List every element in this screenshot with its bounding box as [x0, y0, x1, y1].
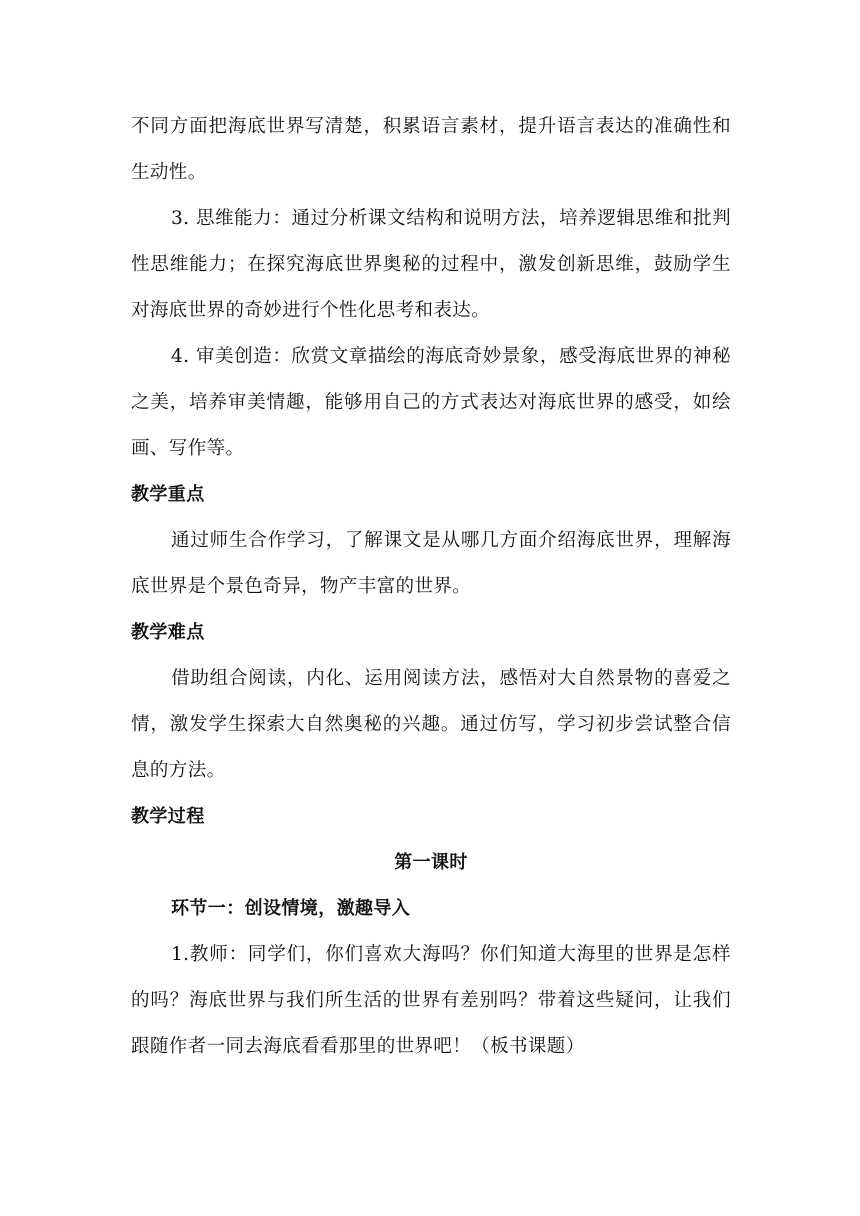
heading-teaching-process: 教学过程	[131, 806, 205, 827]
paragraph-thinking-ability: 3. 思维能力：通过分析课文结构和说明方法，培养逻辑思维和批判性思维能力；在探究海底世界奥秘的过程中，激发创新思维，鼓励学生对海底世界的奇妙进行个性化思考和表达。	[131, 208, 731, 321]
paragraph-language-goal-continuation: 不同方面把海底世界写清楚，积累语言素材，提升语言表达的准确性和生动性。	[131, 116, 731, 183]
heading-teaching-key-points: 教学重点	[131, 484, 205, 505]
paragraph-teaching-key-points: 通过师生合作学习，了解课文是从哪几方面介绍海底世界，理解海底世界是个景色奇异，物产丰富的世界。	[131, 530, 731, 597]
paragraph-teaching-difficulties: 借助组合阅读，内化、运用阅读方法，感悟对大自然景物的喜爱之情，激发学生探索大自然奥秘的兴趣。通过仿写，学习初步尝试整合信息的方法。	[131, 668, 731, 781]
heading-first-lesson: 第一课时	[394, 852, 468, 873]
document-body	[131, 104, 731, 1070]
heading-step-one: 环节一：创设情境，激趣导入	[171, 898, 411, 919]
heading-teaching-difficulties: 教学难点	[131, 622, 205, 643]
paragraph-step-one: 1.教师：同学们，你们喜欢大海吗？你们知道大海里的世界是怎样的吗？海底世界与我们所生活的世界有差别吗？带着这些疑问，让我们跟随作者一同去海底看看那里的世界吧！（板书课题）	[131, 944, 731, 1057]
paragraph-aesthetic-creation: 4. 审美创造：欣赏文章描绘的海底奇妙景象，感受海底世界的神秘之美，培养审美情趣，能够用自己的方式表达对海底世界的感受，如绘画、写作等。	[131, 346, 731, 459]
